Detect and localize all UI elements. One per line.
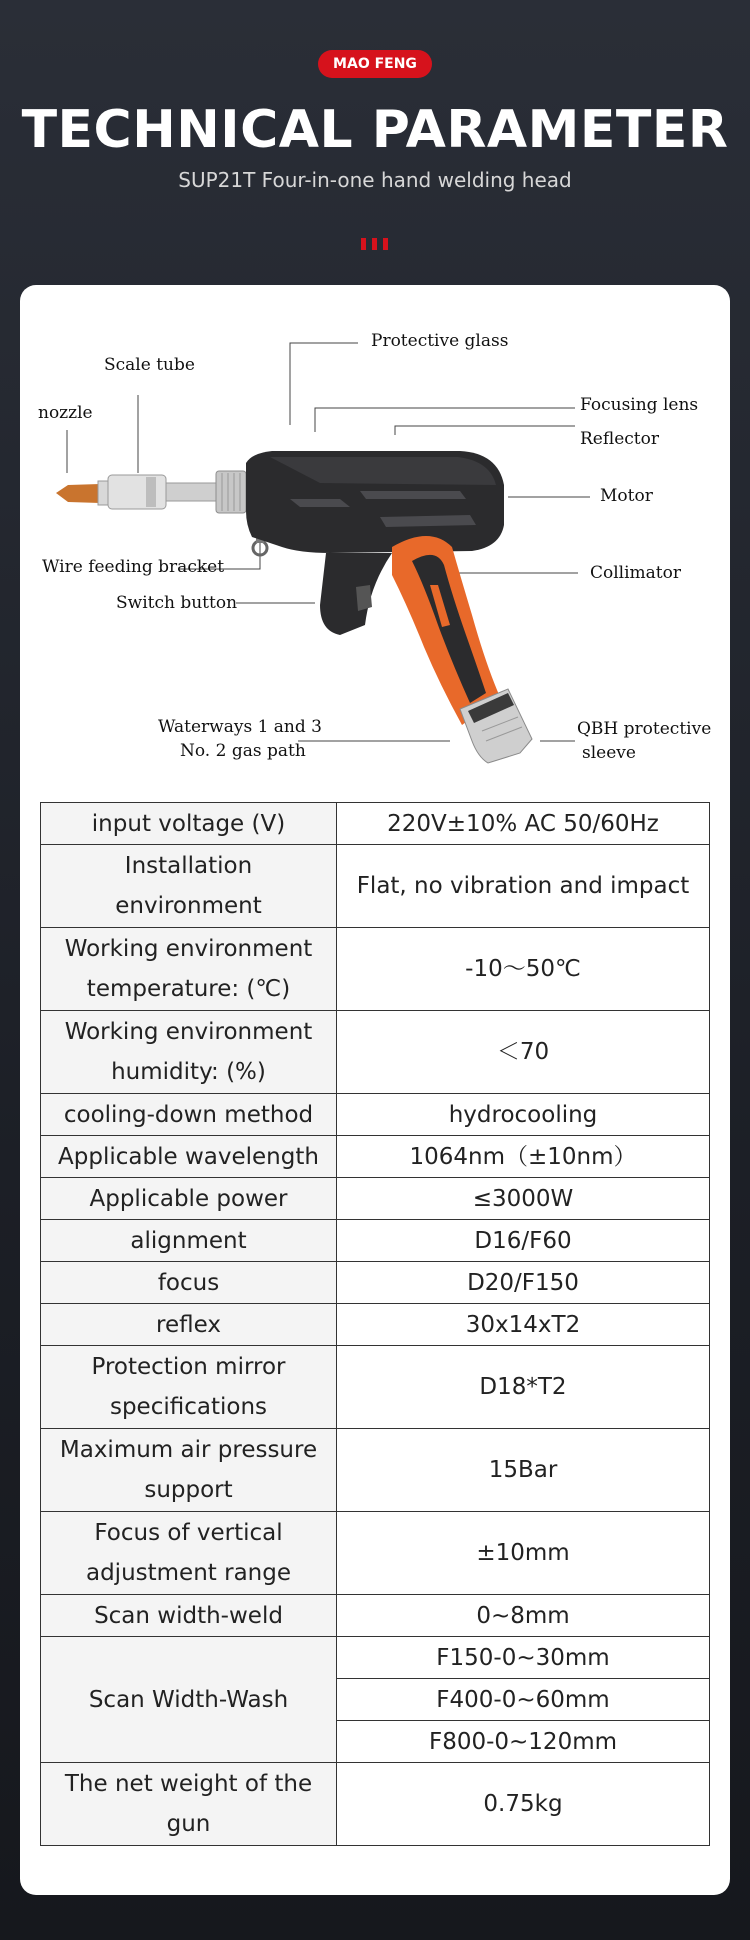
row-key-line: Protection mirror bbox=[91, 1354, 286, 1380]
row-key-line: support bbox=[144, 1477, 233, 1503]
row-key-line: temperature: (℃) bbox=[86, 976, 291, 1002]
table-row bbox=[41, 928, 710, 1011]
table-row bbox=[41, 1094, 710, 1136]
row-key: reflex bbox=[41, 1304, 337, 1346]
row-key: Applicable power bbox=[41, 1178, 337, 1220]
label-motor: Motor bbox=[600, 486, 653, 506]
label-reflector: Reflector bbox=[580, 429, 659, 449]
table-row bbox=[41, 1429, 710, 1512]
row-key: input voltage (V) bbox=[41, 803, 337, 845]
table-row bbox=[41, 1136, 710, 1178]
row-key: Scan width-weld bbox=[41, 1595, 337, 1637]
label-switch-button: Switch button bbox=[116, 593, 238, 613]
row-value: D20/F150 bbox=[337, 1262, 710, 1304]
row-key: focus bbox=[41, 1262, 337, 1304]
row-key bbox=[41, 1512, 337, 1595]
row-value: 220V±10% AC 50/60Hz bbox=[337, 803, 710, 845]
label-focusing-lens: Focusing lens bbox=[580, 395, 699, 415]
row-value: D16/F60 bbox=[337, 1220, 710, 1262]
row-key bbox=[41, 928, 337, 1011]
table-row bbox=[41, 1637, 710, 1679]
row-value: ＜70 bbox=[337, 1011, 710, 1094]
row-key-line: The net weight of the bbox=[64, 1771, 313, 1797]
page-title: TECHNICAL PARAMETER bbox=[21, 100, 729, 160]
row-value: ≤3000W bbox=[337, 1178, 710, 1220]
spec-table bbox=[40, 802, 710, 1846]
table-row bbox=[41, 1512, 710, 1595]
label-protective-glass: Protective glass bbox=[371, 331, 509, 351]
row-key: alignment bbox=[41, 1220, 337, 1262]
spec-card bbox=[20, 285, 730, 1895]
row-key-line: Working environment bbox=[64, 936, 313, 962]
table-row bbox=[41, 1220, 710, 1262]
decorative-bars-icon bbox=[361, 238, 389, 250]
row-key-line: environment bbox=[115, 893, 262, 919]
row-value: 15Bar bbox=[337, 1429, 710, 1512]
row-key-line: Maximum air pressure bbox=[59, 1437, 318, 1463]
label-waterways: Waterways 1 and 3 bbox=[158, 717, 322, 737]
row-value: D18*T2 bbox=[337, 1346, 710, 1429]
row-value: F800-0~120mm bbox=[337, 1721, 710, 1763]
row-key: Scan Width-Wash bbox=[41, 1637, 337, 1763]
row-key-line: Working environment bbox=[64, 1019, 313, 1045]
row-key bbox=[41, 1763, 337, 1846]
row-key-line: Focus of vertical bbox=[94, 1520, 283, 1546]
table-row bbox=[41, 845, 710, 928]
label-gas-path: No. 2 gas path bbox=[180, 741, 306, 761]
row-key bbox=[41, 845, 337, 928]
page-subtitle: SUP21T Four-in-one hand welding head bbox=[178, 168, 572, 192]
label-nozzle: nozzle bbox=[38, 403, 93, 423]
row-value: F400-0~60mm bbox=[337, 1679, 710, 1721]
row-value: Flat, no vibration and impact bbox=[337, 845, 710, 928]
welding-head-diagram bbox=[20, 285, 730, 785]
label-scale-tube: Scale tube bbox=[104, 355, 195, 375]
label-collimator: Collimator bbox=[590, 563, 682, 583]
brand-badge: MAO FENG bbox=[318, 50, 432, 78]
table-row bbox=[41, 803, 710, 845]
table-row bbox=[41, 1304, 710, 1346]
row-value: 0.75kg bbox=[337, 1763, 710, 1846]
row-key-line: Installation bbox=[124, 853, 253, 879]
row-key-line: adjustment range bbox=[85, 1560, 291, 1586]
row-value: 1064nm（±10nm） bbox=[337, 1136, 710, 1178]
table-row bbox=[41, 1011, 710, 1094]
row-key bbox=[41, 1011, 337, 1094]
table-row bbox=[41, 1763, 710, 1846]
row-key bbox=[41, 1346, 337, 1429]
row-value: -10～50℃ bbox=[337, 928, 710, 1011]
row-value: 0~8mm bbox=[337, 1595, 710, 1637]
label-qbh-line2: sleeve bbox=[582, 743, 636, 763]
row-value: 30x14xT2 bbox=[337, 1304, 710, 1346]
label-qbh-line1: QBH protective bbox=[577, 719, 712, 739]
row-value: ±10mm bbox=[337, 1512, 710, 1595]
row-key: cooling-down method bbox=[41, 1094, 337, 1136]
table-row bbox=[41, 1178, 710, 1220]
table-row bbox=[41, 1595, 710, 1637]
row-key: Applicable wavelength bbox=[41, 1136, 337, 1178]
row-key-line: gun bbox=[166, 1811, 211, 1837]
table-row bbox=[41, 1346, 710, 1429]
row-key-line: specifications bbox=[109, 1394, 268, 1420]
row-value: hydrocooling bbox=[337, 1094, 710, 1136]
table-row bbox=[41, 1262, 710, 1304]
label-wire-feeding-bracket: Wire feeding bracket bbox=[42, 557, 225, 577]
header bbox=[0, 0, 750, 290]
row-value: F150-0~30mm bbox=[337, 1637, 710, 1679]
row-key-line: humidity: (%) bbox=[111, 1059, 266, 1085]
row-key bbox=[41, 1429, 337, 1512]
